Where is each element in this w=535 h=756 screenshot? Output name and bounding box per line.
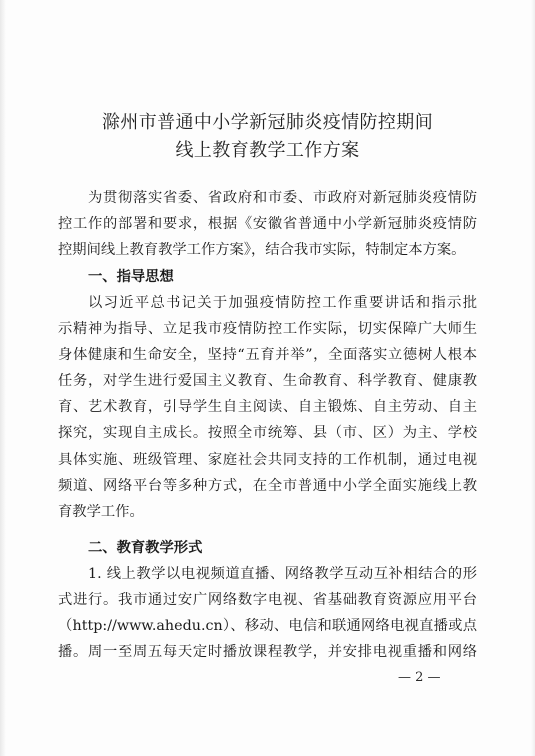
section2-paragraph — [58, 561, 477, 665]
section2-line: 播。周一至周五每天定时播放课程教学，并安排电视重播和网络 — [58, 644, 477, 661]
section-heading-guiding-ideology: 一、指导思想 — [88, 269, 174, 285]
section1-line: 育教学工作。 — [58, 503, 144, 520]
section1-line: 具体实施、班级管理、家庭社会共同支持的工作机制，通过电视 — [58, 451, 477, 468]
section1-line: 任务，对学生进行爱国主义教育、生命教育、科学教育、健康教 — [58, 373, 477, 390]
section2-line: 1. 线上教学以电视频道直播、网络教学互动互补相结合的形 — [88, 566, 477, 582]
section1-line: 以习近平总书记关于加强疫情防控工作重要讲话和指示批 — [88, 295, 477, 311]
section1-line: 频道、网络平台等多种方式，在全市普通中小学全面实施线上教 — [58, 477, 477, 494]
document-title-line-1: 滁州市普通中小学新冠肺炎疫情防控期间 — [101, 112, 434, 133]
document-title-line-2: 线上教育教学工作方案 — [175, 140, 360, 161]
section1-line: 示精神为指导、立足我市疫情防控工作实际，切实保障广大师生 — [58, 321, 477, 338]
section1-line: 探究，实现自主成长。按照全市统筹、县（市、区）为主、学校 — [58, 425, 477, 442]
intro-paragraph — [58, 185, 477, 263]
intro-line: 控工作的部署和要求，根据《安徽省普通中小学新冠肺炎疫情防 — [58, 216, 477, 233]
page-number: — 2 — — [398, 670, 441, 685]
section1-line: 育、艺术教育，引导学生自主阅读、自主锻炼、自主劳动、自主 — [58, 399, 477, 416]
intro-line: 控期间线上教育教学工作方案》，结合我市实际，特制定本方案。 — [58, 242, 466, 259]
section-heading-teaching-form: 二、教育教学形式 — [88, 540, 203, 556]
section2-line: 式进行。我市通过安广网络数字电视、省基础教育资源应用平台 — [58, 592, 477, 609]
section1-paragraph — [58, 290, 477, 525]
section1-line: 身体健康和生命安全，坚持“五育并举”，全面落实立德树人根本 — [58, 347, 477, 364]
intro-line: 为贯彻落实省委、省政府和市委、市政府对新冠肺炎疫情防 — [88, 190, 477, 206]
section2-line: （http://www.ahedu.cn）、移动、电信和联通网络电视直播或点 — [58, 618, 477, 635]
